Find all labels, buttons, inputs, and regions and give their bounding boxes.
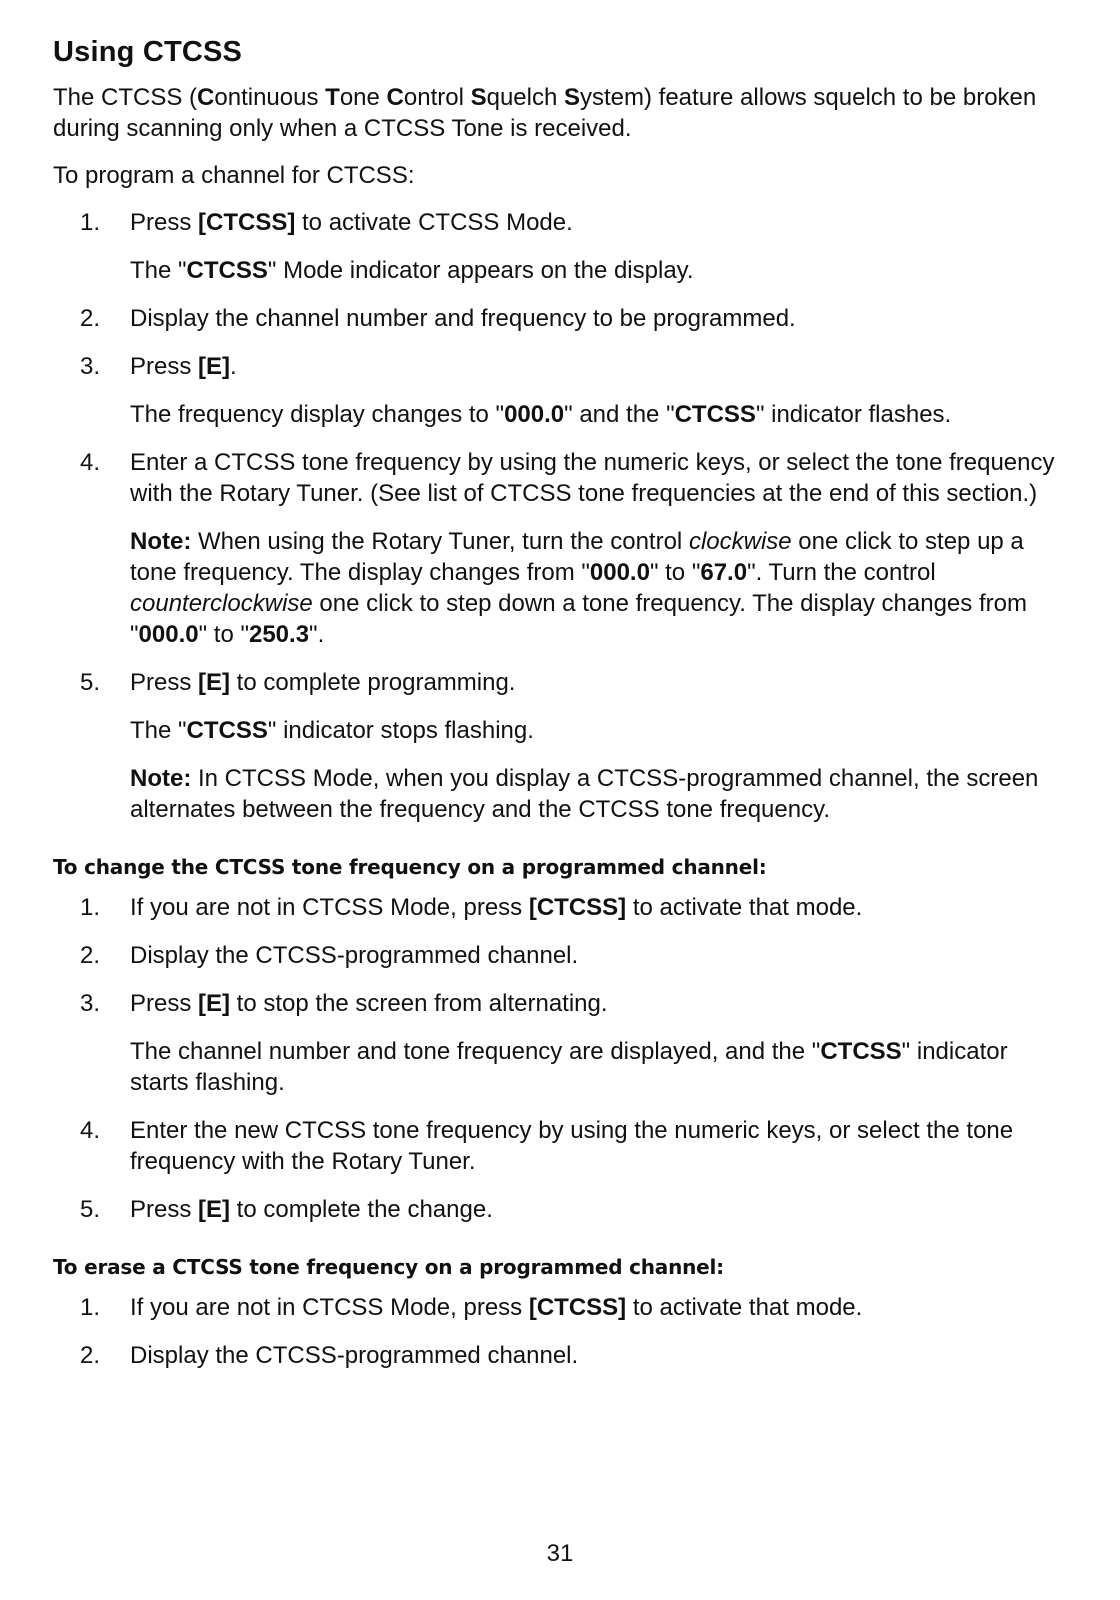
- change-step-5: [53, 1194, 1063, 1225]
- display-value: 67.0: [700, 559, 748, 586]
- step-text: Press: [130, 353, 199, 380]
- note-text: In CTCSS Mode, when you display a CTCSS-programmed channel, the screen alternates between the frequency and the CTCSS tone frequency.: [130, 765, 1039, 823]
- step-number: 3.: [80, 353, 101, 380]
- key-label: [E]: [198, 990, 231, 1017]
- key-label: [CTCSS]: [198, 209, 296, 236]
- step-number: 1.: [80, 209, 101, 236]
- change-step-4: [53, 1115, 1063, 1177]
- step-text: Press: [130, 209, 199, 236]
- intro-paragraph: [53, 82, 1063, 144]
- key-label: [CTCSS]: [528, 894, 627, 921]
- key-label: [E]: [198, 353, 231, 380]
- note-text: When using the Rotary Tuner, turn the control: [191, 528, 689, 555]
- detail-text: The ": [130, 257, 187, 284]
- program-step-1: [53, 207, 1063, 238]
- page-number: 31: [546, 1540, 574, 1567]
- display-value: 000.0: [504, 401, 565, 428]
- key-label: [E]: [198, 669, 231, 696]
- indicator-label: CTCSS: [186, 257, 268, 284]
- erase-section-heading: To erase a CTCSS tone frequency on a programmed channel:: [53, 1255, 724, 1279]
- detail-text: The ": [130, 717, 187, 744]
- program-step-4: [53, 447, 1063, 509]
- note-text: " to ": [649, 559, 701, 586]
- acronym-letter: S: [563, 84, 580, 111]
- step-text: Display the CTCSS-programmed channel.: [130, 942, 579, 969]
- detail-text: The channel number and tone frequency are displayed, and the ": [130, 1038, 821, 1065]
- step-text: to activate that mode.: [626, 1294, 863, 1321]
- key-label: [E]: [198, 1196, 231, 1223]
- step-text: Press: [130, 1196, 199, 1223]
- step-number: 4.: [80, 449, 101, 476]
- program-step-2: [53, 303, 1063, 334]
- change-step-3-detail: [53, 1036, 1063, 1098]
- change-step-1: [53, 892, 1063, 923]
- program-step-5-detail: [53, 715, 1063, 746]
- step-number: 4.: [80, 1117, 101, 1144]
- step-number: 1.: [80, 894, 101, 921]
- acronym-letter: C: [197, 84, 215, 111]
- step-text: to complete the change.: [230, 1196, 493, 1223]
- intro-text: quelch: [486, 84, 564, 111]
- program-step-3: [53, 351, 1063, 382]
- display-value: 250.3: [248, 621, 310, 648]
- page-title: Using CTCSS: [53, 36, 243, 68]
- erase-step-2: [53, 1340, 1063, 1371]
- program-step-3-detail: [53, 399, 1063, 430]
- change-step-3: [53, 988, 1063, 1019]
- program-lead-in: To program a channel for CTCSS:: [53, 162, 415, 189]
- step-text: to activate that mode.: [626, 894, 863, 921]
- program-step-1-detail: [53, 255, 1063, 286]
- step-text: Display the CTCSS-programmed channel.: [130, 1342, 579, 1369]
- program-step-5-note: [53, 763, 1063, 825]
- detail-text: The frequency display changes to ": [130, 401, 505, 428]
- step-number: 5.: [80, 669, 101, 696]
- program-step-5: [53, 667, 1063, 698]
- step-text: to complete programming.: [230, 669, 516, 696]
- note-text: ". Turn the control: [747, 559, 936, 586]
- display-value: 000.0: [589, 559, 650, 586]
- display-value: 000.0: [138, 621, 199, 648]
- detail-text: " Mode indicator appears on the display.: [267, 257, 694, 284]
- step-number: 1.: [80, 1294, 101, 1321]
- change-step-2: [53, 940, 1063, 971]
- erase-step-1: [53, 1292, 1063, 1323]
- step-number: 2.: [80, 1342, 101, 1369]
- detail-text: " indicator starts flashing.: [130, 1038, 1008, 1096]
- step-number: 2.: [80, 305, 101, 332]
- intro-text: one: [339, 84, 387, 111]
- acronym-letter: C: [386, 84, 404, 111]
- indicator-label: CTCSS: [674, 401, 756, 428]
- erase-steps: [53, 1292, 1063, 1371]
- program-steps: [53, 207, 1063, 825]
- note-text: one click to step down a tone frequency. The display changes from ": [130, 590, 1027, 648]
- detail-text: " and the ": [564, 401, 675, 428]
- note-label: Note:: [130, 765, 192, 792]
- acronym-letter: T: [325, 84, 340, 111]
- step-text: to stop the screen from alternating.: [230, 990, 608, 1017]
- indicator-label: CTCSS: [820, 1038, 902, 1065]
- step-text: Press: [130, 669, 199, 696]
- detail-text: " indicator stops flashing.: [267, 717, 534, 744]
- emphasis-text: counterclockwise: [130, 590, 313, 617]
- acronym-letter: S: [470, 84, 487, 111]
- change-section-heading: To change the CTCSS tone frequency on a programmed channel:: [53, 855, 767, 879]
- emphasis-text: clockwise: [688, 528, 792, 555]
- change-steps: [53, 892, 1063, 1225]
- intro-text: ontinuous: [214, 84, 326, 111]
- indicator-label: CTCSS: [186, 717, 268, 744]
- manual-page: [53, 36, 1063, 1388]
- note-text: " to ": [198, 621, 249, 648]
- intro-text: The CTCSS (: [53, 84, 198, 111]
- step-number: 5.: [80, 1196, 101, 1223]
- intro-text: ystem) feature allows squelch to be broken during scanning only when a CTCSS Tone is received.: [53, 84, 1037, 142]
- step-text: If you are not in CTCSS Mode, press: [130, 1294, 529, 1321]
- key-label: [CTCSS]: [528, 1294, 627, 1321]
- step-number: 2.: [80, 942, 101, 969]
- step-text: Enter the new CTCSS tone frequency by using the numeric keys, or select the tone frequency with the Rotary Tuner.: [130, 1117, 1014, 1175]
- step-text: If you are not in CTCSS Mode, press: [130, 894, 529, 921]
- step-text: to activate CTCSS Mode.: [295, 209, 573, 236]
- step-text: Enter a CTCSS tone frequency by using the numeric keys, or select the tone frequency with the Rotary Tuner. (See list of CTCSS tone frequencies at the end of this section.): [130, 449, 1055, 507]
- note-text: one click to step up a tone frequency. The display changes from ": [130, 528, 1024, 586]
- step-text: Display the channel number and frequency to be programmed.: [130, 305, 796, 332]
- note-text: ".: [309, 621, 325, 648]
- intro-text: ontrol: [403, 84, 471, 111]
- step-text: .: [230, 353, 237, 380]
- step-text: Press: [130, 990, 199, 1017]
- program-step-4-note: [53, 526, 1063, 650]
- note-label: Note:: [130, 528, 192, 555]
- step-number: 3.: [80, 990, 101, 1017]
- detail-text: " indicator flashes.: [755, 401, 952, 428]
